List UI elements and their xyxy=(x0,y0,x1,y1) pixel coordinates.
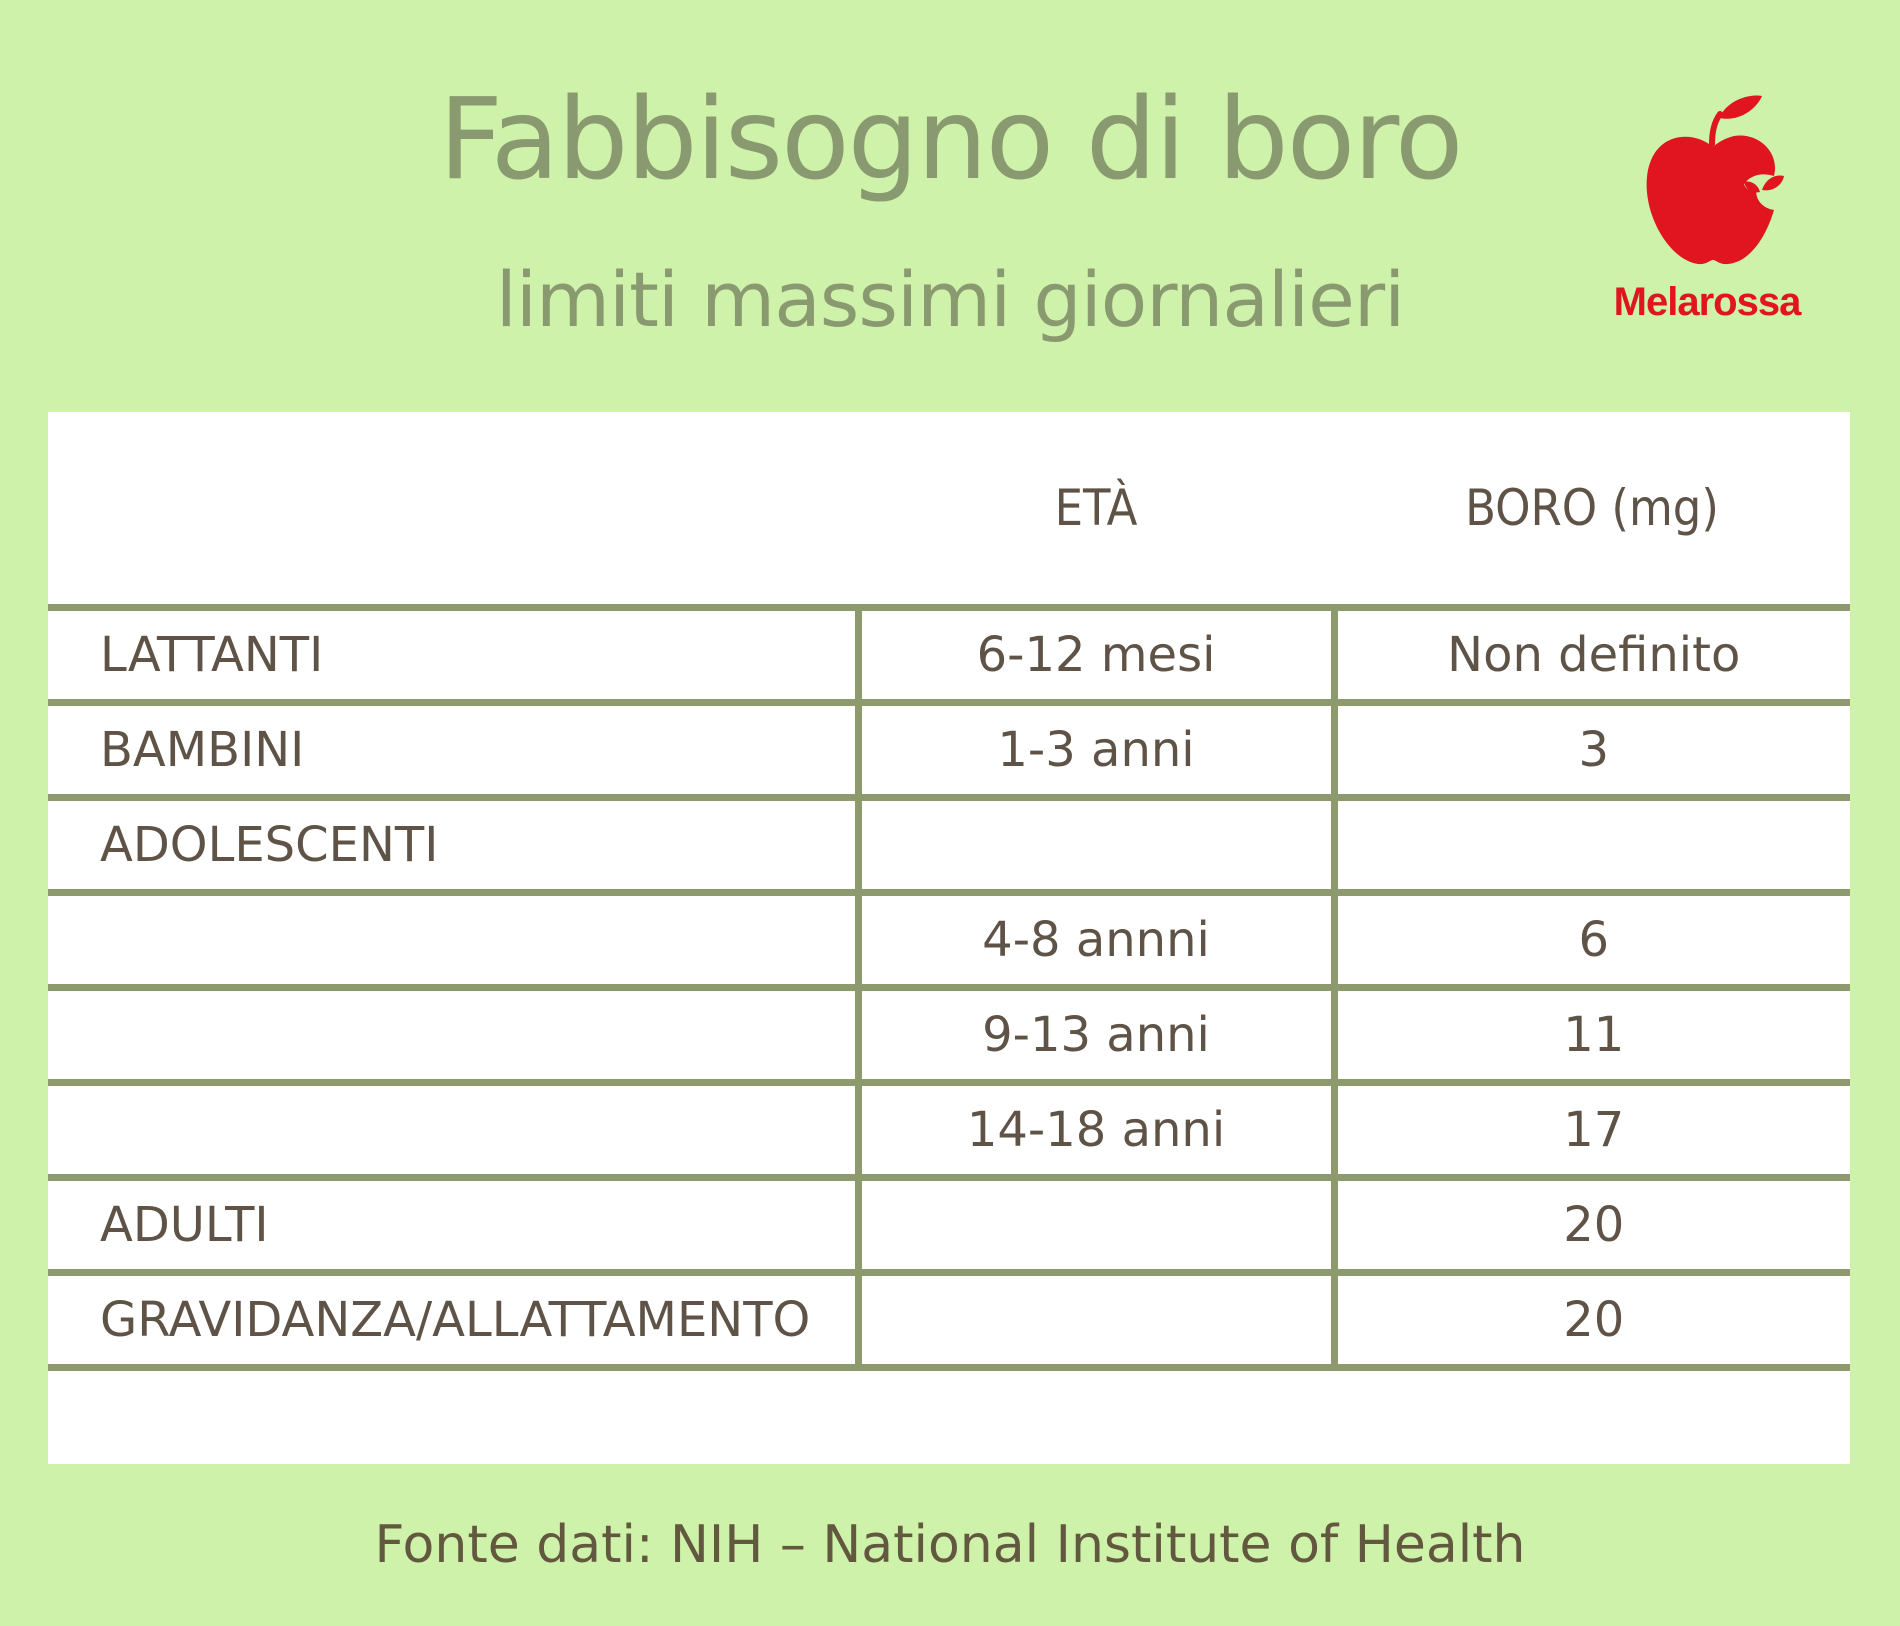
table-row xyxy=(48,1178,1850,1273)
table-row xyxy=(48,893,1850,988)
cell-age xyxy=(858,798,1334,893)
column-header-category xyxy=(48,412,858,608)
cell-boron: 20 xyxy=(1334,1273,1850,1368)
cell-category xyxy=(48,893,858,988)
table-card xyxy=(48,412,1850,1464)
cell-age: 1-3 anni xyxy=(858,703,1334,798)
table-row xyxy=(48,1083,1850,1178)
cell-boron xyxy=(1334,798,1850,893)
table-row xyxy=(48,1273,1850,1368)
cell-boron: 17 xyxy=(1334,1083,1850,1178)
cell-boron: 11 xyxy=(1334,988,1850,1083)
cell-category: LATTANTI xyxy=(48,608,858,703)
table-row xyxy=(48,798,1850,893)
column-header-age: ETÀ xyxy=(858,412,1334,608)
cell-category: ADULTI xyxy=(48,1178,858,1273)
cell-age xyxy=(858,1273,1334,1368)
column-header-boron: BORO (mg) xyxy=(1334,412,1850,608)
cell-boron: 6 xyxy=(1334,893,1850,988)
table-row xyxy=(48,988,1850,1083)
page-subtitle: limiti massimi giornalieri xyxy=(495,255,1405,344)
brand-name: Melarossa xyxy=(1613,280,1801,324)
brand-logo xyxy=(1592,92,1822,342)
cell-boron: 3 xyxy=(1334,703,1850,798)
boron-table xyxy=(48,412,1850,1371)
cell-age: 9-13 anni xyxy=(858,988,1334,1083)
cell-category: BAMBINI xyxy=(48,703,858,798)
apple-icon xyxy=(1638,92,1788,272)
cell-boron: Non definito xyxy=(1334,608,1850,703)
table-header-row xyxy=(48,412,1850,608)
cell-age: 14-18 anni xyxy=(858,1083,1334,1178)
cell-age xyxy=(858,1178,1334,1273)
cell-category xyxy=(48,1083,858,1178)
data-source-note: Fonte dati: NIH – National Institute of Health xyxy=(374,1515,1526,1575)
cell-age: 6-12 mesi xyxy=(858,608,1334,703)
page-title: Fabbisogno di boro xyxy=(438,75,1462,205)
cell-boron: 20 xyxy=(1334,1178,1850,1273)
cell-age: 4-8 annni xyxy=(858,893,1334,988)
cell-category xyxy=(48,988,858,1083)
table-row xyxy=(48,703,1850,798)
table-row xyxy=(48,608,1850,703)
cell-category: GRAVIDANZA/ALLATTAMENTO xyxy=(48,1273,858,1368)
cell-category: ADOLESCENTI xyxy=(48,798,858,893)
